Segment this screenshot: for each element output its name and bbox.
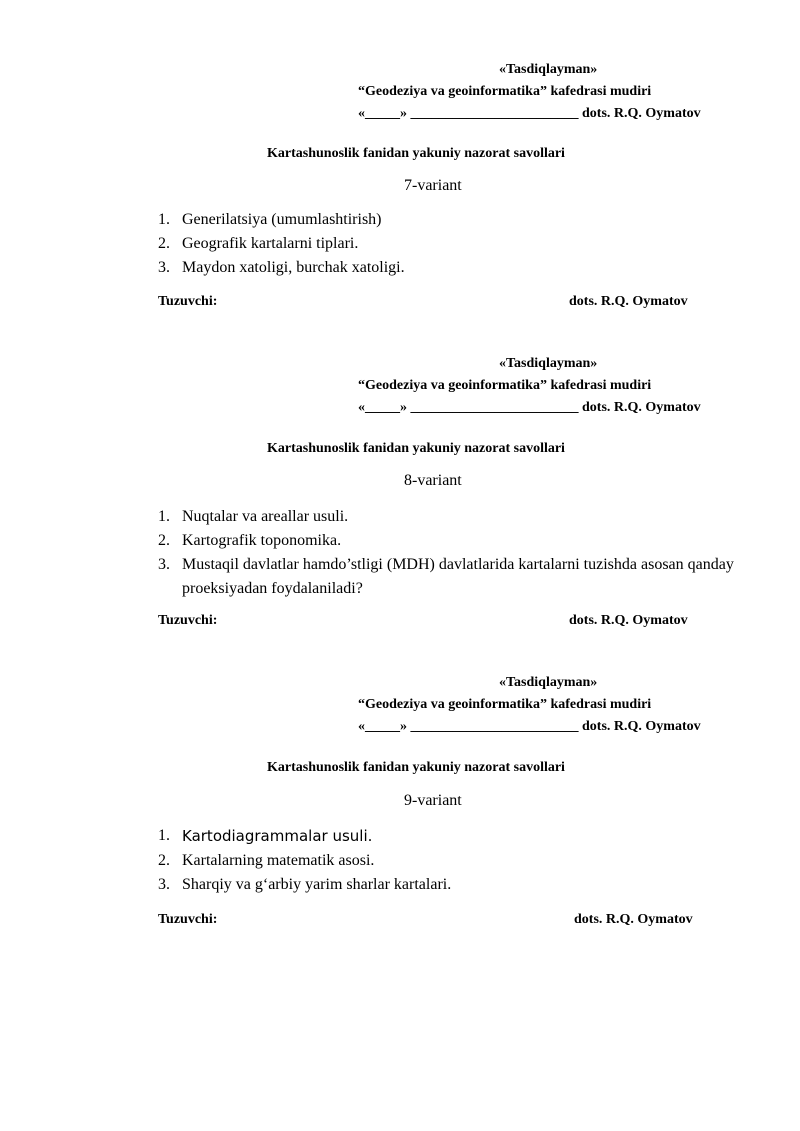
- compiler-name: dots. R.Q. Oymatov: [569, 294, 688, 309]
- question-text: Sharqiy va g‘arbiy yarim sharlar kartalari.: [182, 876, 452, 893]
- question-text: Geografik kartalarni tiplari.: [182, 235, 359, 252]
- approval-signature-line: «_____» ________________________ dots. R.Q. Oymatov: [358, 719, 701, 734]
- question-text: Mustaqil davlatlar hamdo’stligi (MDH) davlatlarida kartalarni tuzishda asosan qanday proeksiyadan foydalaniladi?: [182, 556, 734, 597]
- exam-title: Kartashunoslik fanidan yakuniy nazorat savollari: [267, 441, 565, 456]
- approval-department: “Geodeziya va geoinformatika” kafedrasi mudiri: [358, 378, 652, 393]
- question-text: Kartografik toponomika.: [182, 532, 342, 549]
- compiler-label: Tuzuvchi:: [158, 912, 218, 927]
- approval-title: «Tasdiqlayman»: [499, 62, 598, 77]
- question-text: Maydon xatoligi, burchak xatoligi.: [182, 259, 405, 276]
- question-item: [158, 873, 748, 897]
- question-list: [158, 824, 748, 897]
- question-text: Generilatsiya (umumlashtirish): [182, 211, 382, 228]
- question-item: [158, 849, 748, 873]
- exam-title: Kartashunoslik fanidan yakuniy nazorat savollari: [267, 760, 565, 775]
- question-text: Kartalarning matematik asosi.: [182, 852, 375, 869]
- question-item: [158, 529, 748, 553]
- question-number: 3.: [158, 556, 170, 573]
- question-item: [158, 505, 748, 529]
- question-item: [158, 256, 748, 280]
- question-number: 1.: [158, 827, 170, 844]
- approval-department: “Geodeziya va geoinformatika” kafedrasi mudiri: [358, 84, 652, 99]
- question-number: 3.: [158, 876, 170, 893]
- question-number: 2.: [158, 235, 170, 252]
- question-number: 2.: [158, 532, 170, 549]
- approval-signature-line: «_____» ________________________ dots. R.Q. Oymatov: [358, 106, 701, 121]
- variant-label: 8-variant: [404, 472, 462, 489]
- approval-department: “Geodeziya va geoinformatika” kafedrasi mudiri: [358, 697, 652, 712]
- question-number: 3.: [158, 259, 170, 276]
- question-number: 1.: [158, 508, 170, 525]
- question-text: Nuqtalar va areallar usuli.: [182, 508, 349, 525]
- approval-title: «Tasdiqlayman»: [499, 675, 598, 690]
- question-item: [158, 208, 748, 232]
- question-text: Kartodiagrammalar usuli.: [182, 827, 373, 845]
- approval-title: «Tasdiqlayman»: [499, 356, 598, 371]
- question-item: [158, 553, 748, 601]
- question-list: [158, 505, 748, 601]
- question-number: 2.: [158, 852, 170, 869]
- compiler-label: Tuzuvchi:: [158, 613, 218, 628]
- question-item: [158, 232, 748, 256]
- variant-label: 9-variant: [404, 792, 462, 809]
- compiler-name: dots. R.Q. Oymatov: [574, 912, 693, 927]
- question-item: [158, 824, 748, 849]
- variant-label: 7-variant: [404, 177, 462, 194]
- approval-signature-line: «_____» ________________________ dots. R.Q. Oymatov: [358, 400, 701, 415]
- exam-title: Kartashunoslik fanidan yakuniy nazorat savollari: [267, 146, 565, 161]
- compiler-label: Tuzuvchi:: [158, 294, 218, 309]
- compiler-name: dots. R.Q. Oymatov: [569, 613, 688, 628]
- question-list: [158, 208, 748, 280]
- question-number: 1.: [158, 211, 170, 228]
